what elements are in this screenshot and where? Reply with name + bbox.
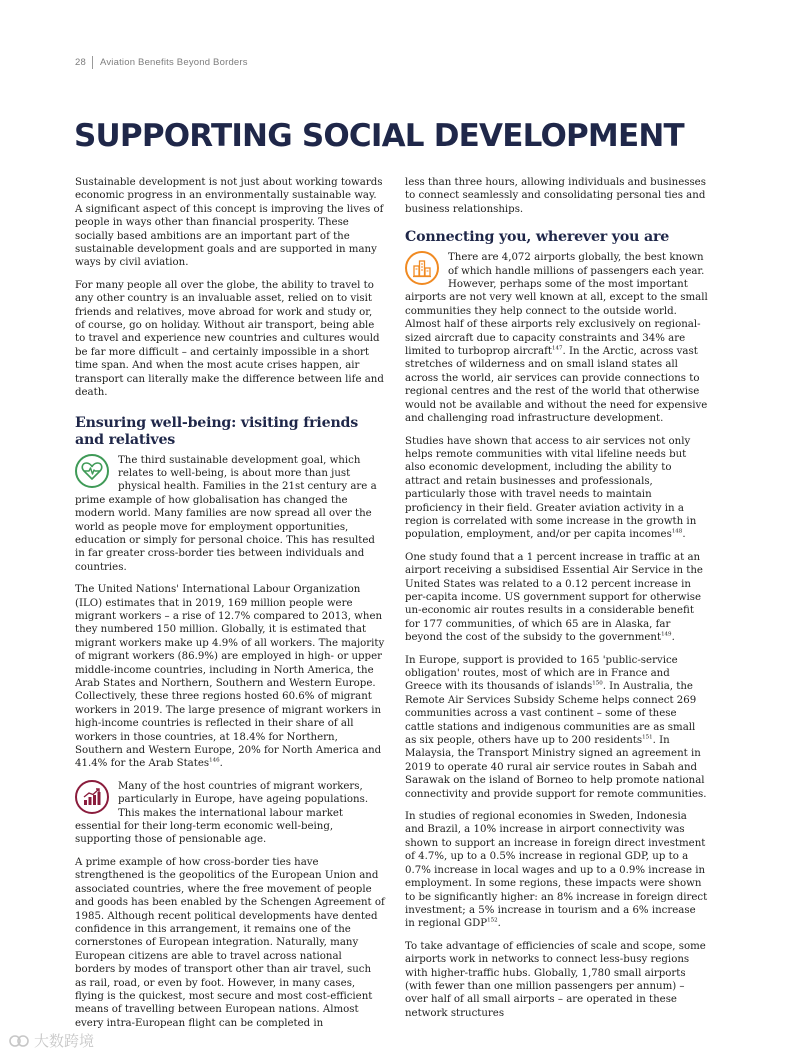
header-divider (92, 56, 93, 69)
section-heading-wellbeing: Ensuring well-being: visiting friends and relatives (75, 414, 359, 448)
wellbeing-icon-wrap (75, 454, 112, 491)
city-buildings-icon (405, 251, 439, 285)
left-column (75, 176, 385, 1039)
continuation-paragraph: less than three hours, allowing individuals and businesses to connect seamlessly and consolidating personal ties and business relationships. (405, 177, 706, 215)
page-header (75, 55, 248, 69)
footnote-ref: 147 (551, 345, 563, 352)
footnote-ref: 150 (592, 681, 603, 688)
ageing-paragraph (75, 780, 385, 847)
city-icon-wrap (405, 251, 442, 288)
travel-paragraph: For many people all over the globe, the ability to travel to any other country is an invaluable asset, relied on to visit friends and relatives, move abroad for work and study or, of course, go on holiday. Without air transport, being able to travel and experience new countries and cultures would be far more difficult – and certainly impossible in a short time span. And when the most acute crises happen, air transport can literally make the difference between life and death. (75, 279, 384, 399)
right-column (405, 176, 708, 1029)
networks-paragraph: To take advantage of efficiencies of scale and scope, some airports work in networks to connect less-busy regions with higher-traffic hubs. Globally, 1,780 small airports (with fewer than one million passengers per annum) – over half of all small airports – are operated in these network structures (405, 940, 706, 1019)
running-title: Aviation Benefits Beyond Borders (99, 56, 248, 68)
watermark-logo-icon (8, 1034, 30, 1048)
europe-support-paragraph: In Europe, support is provided to 165 'public-service obligation' routes, most of which are in France and Greece with its thousands of islands$^{150}$. In Australia, the Remote Air Services Subsidy Scheme helps connect 269 communities across a vast continent – some of these cattle stations and indigenous communities are as small as six people, others have up to 200 residents$^{151}$. In Malaysia, the Transport Ministry signed an agreement in 2019 to operate 40 rural air service routes in Sabah and Sarawak on the island of Borneo to help promote national connectivity and provide support for remote communities. (405, 654, 707, 800)
page-title: SUPPORTING SOCIAL DEVELOPMENT (74, 118, 684, 154)
footnote-ref: 148 (671, 528, 683, 535)
wellbeing-paragraph (75, 454, 385, 575)
footnote-ref: 152 (487, 917, 498, 924)
page-number: 28 (75, 56, 86, 68)
bar-chart-growth-icon (75, 780, 109, 814)
heart-pulse-icon (75, 454, 109, 488)
footnote-ref: 146 (209, 758, 220, 765)
watermark-text: 大数跨境 (34, 1032, 95, 1050)
regional-studies-paragraph: In studies of regional economies in Sweden, Indonesia and Brazil, a 10% increase in airport connectivity was shown to support an increase in foreign direct investment of 4.7%, up to a 0.5% increase in regional GDP, up to a 0.7% increase in local wages and up to a 0.9% increase in employment. In some regions, these impacts were shown to be significantly higher: an 8% increase in foreign direct investment; a 5% increase in tourism and a 6% increase in regional GDP$^{152}$. (405, 811, 708, 930)
section-heading-connecting: Connecting you, wherever you are (405, 229, 670, 246)
growth-icon-wrap (75, 780, 112, 817)
intro-paragraph: Sustainable development is not just about working towards economic progress in an environmentally sustainable way. A significant aspect of this concept is improving the lives of people in ways other than financial prosperity. These socially based ambitions are an important part of the sustainable development goals and are supported in many ways by civil aviation. (75, 177, 384, 269)
watermark (8, 1030, 94, 1051)
us-study-paragraph: One study found that a 1 percent increase in traffic at an airport receiving a subsidised Essential Air Service in the United States was related to a 0.12 percent increase in per-capita income. US government support for otherwise un-economic air routes results in a considerable benefit for 177 communities, of which 65 are in Alaska, far beyond the cost of the subsidy to the government$^{149}$. (405, 551, 703, 644)
ageing-text: Many of the host countries of migrant workers, particularly in Europe, have ageing populations. This makes the international labour market essential for their long-term economic well-being, supporting those of pensionable age. (75, 780, 369, 846)
wellbeing-text: The third sustainable development goal, which relates to well-being, is about more than just physical health. Families in the 21st century are a prime example of how globalisation has changed the modern world. Many families are now spread all over the world as people move for employment opportunities, education or simply for personal choice. This has resulted in far greater cross-border ties between individuals and countries. (75, 454, 377, 573)
footnote-ref: 151 (642, 734, 653, 741)
europe-paragraph: A prime example of how cross-border ties have strengthened is the geopolitics of the European Union and associated countries, where the free movement of people and goods has been enabled by the Schengen Agreement of 1985. Although recent political developments have dented confidence in this arrangement, it remains one of the cornerstones of European integration. Naturally, many European citizens are able to travel across national borders by modes of transport other than air travel, such as rail, road, or even by foot. However, in many cases, flying is the quickest, most secure and most cost-efficient means of travelling between European nations. Almost every intra-European flight can be completed in (75, 856, 385, 1029)
airports-paragraph: There are 4,072 airports globally, the best known of which handle millions of passengers each year. However, perhaps some of the most important airports are not very well known at all, except to the small communities they help connect to the outside world. Almost half of these airports rely exclusively on regional-sized aircraft due to capacity constraints and 34% are limited to turboprop aircraft$^{147}$. In the Arctic, across vast stretches of wilderness and on small island states all across the world, air services can provide connections to regional centres and the rest of the world that otherwise would not be available and without the need for expensive and challenging road infrastructure development. (405, 252, 708, 425)
footnote-ref: 149 (661, 631, 672, 638)
ilo-paragraph: The United Nations' International Labour Organization (ILO) estimates that in 2019, 169 million people were migrant workers – a rise of 12.7% compared to 2013, when they numbered 150 million. Globally, it is estimated that migrant workers make up 4.9% of all workers. The majority of migrant workers (86.9%) are employed in high- or upper middle-income countries, including in North America, the Arab States and Northern, Southern and Western Europe. Collectively, these three regions hosted 60.6% of migrant workers in 2019. The large presence of migrant workers in high-income countries is reflected in their share of all workers in those countries, at 18.4% for Northern, Southern and Western Europe, 20% for North America and 41.4% for the Arab States$^{146}$. (75, 584, 385, 770)
studies-paragraph: Studies have shown that access to air services not only helps remote communities with vital lifeline needs but also economic development, including the ability to attract and retain businesses and professionals, particularly those with travel needs to maintain proficiency in their field. Greater aviation activity in a region is correlated with some increase in the growth in population, employment, and/or per capita incomes$^{148}$. (405, 435, 697, 541)
